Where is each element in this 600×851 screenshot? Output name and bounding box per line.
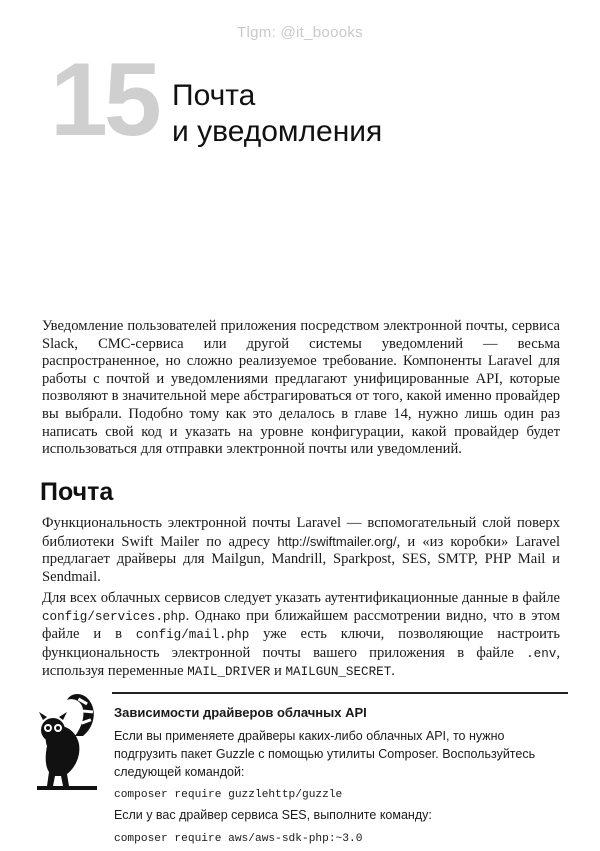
tip-text-2: Если у вас драйвер сервиса SES, выполните команду: (114, 808, 432, 823)
mail-text-2: , и «из коробки» Laravel предлагает драйверы для Mailgun, Mandrill, Sparkpost, SES, SMTP, PHP Mail и Sendmail. (42, 533, 561, 585)
code-env: .env (526, 646, 557, 661)
code-services-php: config/services.php (42, 609, 186, 624)
chapter-title (172, 78, 382, 150)
config-text-5: и (270, 663, 286, 680)
code-mail-php: config/mail.php (135, 628, 250, 643)
watermark: Tlgm: @it_boooks (237, 24, 363, 41)
config-text-6: . (391, 663, 395, 680)
tip-box (114, 705, 566, 851)
tip-text-1: Если вы применяете драйверы каких-либо облачных API, то нужно подгрузить пакет Guzzle с помощью утилиты Composer. Воспользуйтесь следующей командой: (114, 729, 536, 779)
section-title: Почта (40, 478, 114, 506)
config-text-3: уже есть ключи, позволяющие настроить функциональность электронной почты вашего приложения в файле (42, 626, 561, 661)
mail-text-1: Функциональность электронной почты Laravel — вспомогательный слой поверх библиотеки Swift Mailer по адресу (42, 515, 560, 550)
mail-paragraph (42, 515, 560, 586)
intro-paragraph: Уведомление пользователей приложения посредством электронной почты, сервиса Slack, СМС-сервиса или другой системы уведомлений — весьма распространенное, но сложно реализуемое требование. Компоненты Laravel для работы с почтой и уведомлениями предлагают унифицированные API, которые позволяют в значительной мере абстрагироваться от того, какой именно провайдер вы выбрали. Подобно тому как это делалось в главе 14, нужно лишь один раз написать свой код и указать на уровне конфигурации, какой провайдер будет использоваться для отправки электронной почты или уведомлений. (42, 318, 560, 458)
tip-command-guzzle: composer require guzzlehttp/guzzle (114, 789, 343, 802)
config-text-1: Для всех облачных сервисов следует указать аутентификационные данные в файле (42, 590, 560, 606)
chapter-title-line1: Почта (172, 79, 256, 112)
config-text-2: . Однако при ближайшем рассмотрении видно, что в этом файле и в (42, 607, 560, 643)
tip-divider (112, 692, 568, 694)
code-mail-driver: MAIL_DRIVER (187, 665, 271, 680)
chapter-title-line2: и уведомления (172, 115, 383, 148)
config-text-4: , используя переменные (42, 644, 560, 680)
code-mailgun-secret: MAILGUN_SECRET (285, 665, 392, 680)
chapter-number: 15 (50, 42, 158, 158)
config-paragraph (42, 590, 560, 682)
tip-command-aws: composer require aws/aws-sdk-php:~3.0 (114, 833, 363, 846)
tip-title: Зависимости драйверов облачных API (114, 705, 367, 720)
swiftmailer-link[interactable]: http://swiftmailer.org/ (277, 533, 397, 549)
lemur-icon (33, 686, 103, 796)
